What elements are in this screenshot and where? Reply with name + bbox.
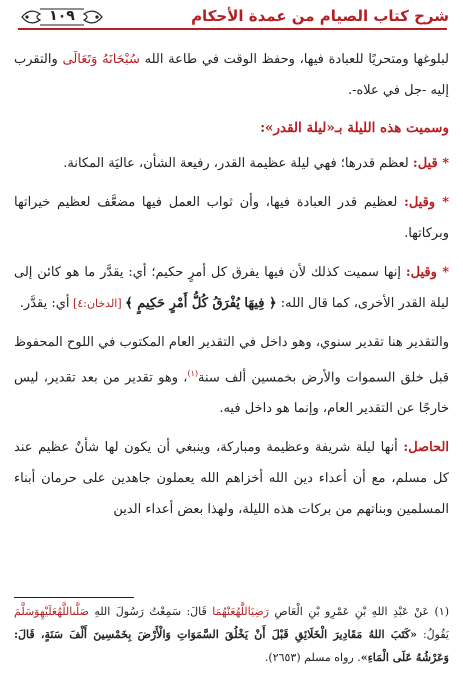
opinion-label: * وقيل:: [405, 265, 450, 280]
opinion-3: [14, 257, 449, 319]
text: عَنْ عَبْدِ اللهِ بْنِ عَمْرِو بْنِ الْعَاصِ: [268, 605, 430, 618]
honorific: رَضِيَاللَّهُعَنْهُمَا: [212, 605, 269, 618]
footnote-separator: [14, 597, 134, 598]
honorific: سُبْحَانَهُ وَتَعَالَى: [62, 52, 140, 67]
section-heading: وسميت هذه الليلة بـ«ليلة القدر»:: [260, 120, 449, 136]
footnote-marker[interactable]: (١): [187, 369, 198, 378]
text: أنها ليلة شريفة وعظيمة ومباركة، وينبغي أن يكون لها شأنٌ عظيم عند كل مسلم، مع أن أعداء دين الله أخزاهم الله يعملون جاهدين على حرمان أبناء المسلمين وبناتهم من بركات هذه الليلة، ولهذا بعض أعداء الدين: [14, 440, 449, 518]
opinion-2: [14, 187, 449, 249]
opinion-label: * قيل:: [412, 156, 449, 171]
page-header: [10, 6, 455, 36]
text: لبلوغها ومتحريًا للعبادة فيها، وحفظ الوقت في طاعة الله: [139, 52, 449, 67]
text: لعظم قدرها؛ فهي ليلة عظيمة القدر، رفيعة الشأن، عاليَة المكانة.: [63, 156, 413, 171]
text: قَالَ: سَمِعْتُ رَسُولَ اللهِ: [88, 605, 213, 618]
text: لعظيم قدر العبادة فيها، وأن ثواب العمل فيها مضعَّف لعظيم خيراتها وبركاتها.: [14, 195, 449, 241]
text: إنها سميت كذلك لأن فيها يفرق كل أمرٍ حكيم؛ أي: يقدَّر ما هو كائن إلى ليلة القدر الأخرى، كما قال الله:: [14, 265, 449, 311]
opinion-label: * وقيل:: [404, 195, 449, 210]
header-rule: [18, 28, 447, 30]
hadith-text: «كَتَبَ اللهُ مَقَادِيرَ الْخَلَائِقِ قَبْلَ أَنْ يَخْلُقَ السَّمَوَاتِ وَالْأَرْضَ بِخَمْسِينَ أَلْفَ سَنَةٍ، قَالَ: وَعَرْشُهُ عَلَى الْمَاءِ»: [14, 628, 449, 664]
footnote: [14, 600, 449, 669]
page-number: ١٠٩: [49, 8, 75, 24]
footnote-number: (١): [429, 605, 449, 618]
paragraph-conclusion: [14, 432, 449, 525]
running-title: شرح كتاب الصيام من عمدة الأحكام: [191, 7, 449, 25]
paragraph-taqdir: [14, 327, 449, 424]
page-number-ornament: [18, 6, 106, 28]
paragraph-intro: [14, 44, 449, 106]
opinion-1: [14, 148, 449, 179]
conclusion-label: الحاصل:: [403, 440, 449, 456]
quran-verse: ﴿ فِيهَا يُفْرَقُ كُلُّ أَمْرٍ حَكِيمٍ ﴾: [125, 296, 277, 311]
text: والتقرب إليه -جل في علاه-.: [14, 52, 449, 98]
verse-reference: [الدخان:٤]: [69, 297, 126, 310]
text: ، وهو تقدير من بعد تقدير، ليس خارجًا عن التقدير العام، وإنما هو داخل فيه.: [14, 370, 449, 417]
honorific: صَلَّىاللَّهُعَلَيْهِوَسَلَّمَ: [14, 605, 89, 618]
text: والتقدير هنا تقدير سنوي، وهو داخل في التقدير العام المكتوب في اللوح المحفوظ قبل خلق السموات والأرض بخمسين ألف سنة: [14, 335, 449, 386]
text: أي: يقدَّر.: [19, 296, 70, 311]
text: يَقُولُ:: [417, 628, 449, 641]
hadith-source: . رواه مسلم (٢٦٥٣).: [264, 651, 361, 664]
main-text: [14, 44, 449, 533]
